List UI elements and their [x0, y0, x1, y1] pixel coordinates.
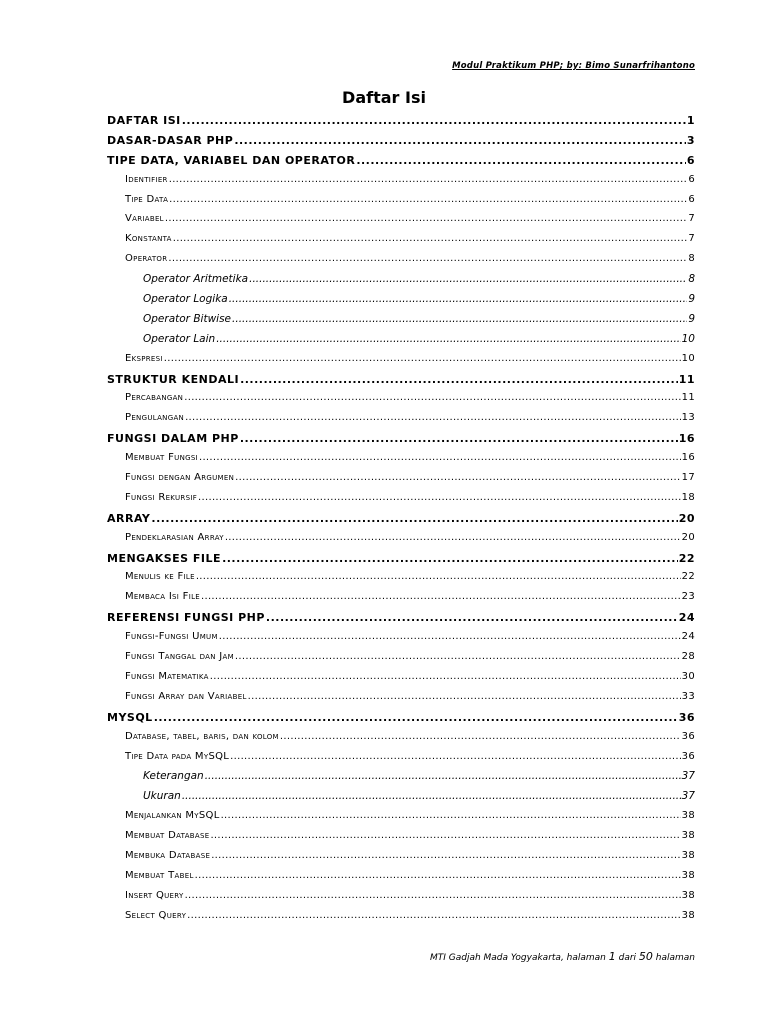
toc-entry[interactable] — [107, 472, 695, 492]
toc-entry-page: 6 — [686, 153, 695, 167]
toc-entry-page: 22 — [678, 551, 695, 565]
toc-entry[interactable] — [107, 790, 695, 810]
toc-leader-dots — [234, 134, 686, 147]
toc-leader-dots — [210, 671, 681, 682]
toc-leader-dots — [222, 552, 678, 565]
toc-entry-page: 37 — [681, 790, 695, 803]
toc-leader-dots — [210, 830, 680, 841]
toc-entry-label: ARRAY — [107, 511, 151, 525]
toc-entry-label: Membuka Database — [125, 849, 211, 861]
toc-leader-dots — [221, 810, 681, 821]
toc-entry-label: Fungsi Tanggal dan Jam — [125, 651, 234, 663]
toc-entry-page: 9 — [688, 293, 695, 306]
toc-leader-dots — [230, 751, 681, 762]
toc-leader-dots — [201, 591, 681, 602]
toc-entry-page: 38 — [681, 889, 695, 901]
footer-middle: dari — [615, 953, 639, 963]
toc-entry[interactable] — [107, 532, 695, 552]
toc-entry-label: Menulis ke File — [125, 571, 195, 583]
toc-entry-page: 8 — [688, 273, 695, 286]
toc-entry-page: 28 — [681, 651, 695, 663]
toc-leader-dots — [173, 233, 688, 244]
toc-leader-dots — [164, 353, 681, 364]
toc-entry-label: Operator Bitwise — [143, 312, 232, 325]
toc-entry[interactable] — [107, 571, 695, 591]
toc-entry-page: 23 — [681, 591, 695, 603]
toc-entry-label: Membuat Tabel — [125, 869, 194, 881]
toc-entry-label: Menjalankan MySQL — [125, 810, 220, 822]
page-footer — [107, 950, 695, 963]
toc-entry[interactable] — [107, 313, 695, 333]
toc-entry[interactable] — [107, 591, 695, 611]
toc-entry-page: 7 — [688, 213, 695, 225]
toc-entry[interactable] — [107, 671, 695, 691]
toc-leader-dots — [211, 850, 680, 861]
toc-entry-page: 6 — [688, 193, 695, 205]
table-of-contents — [107, 114, 695, 930]
toc-leader-dots — [199, 452, 681, 463]
toc-entry-label: REFERENSI FUNGSI PHP — [107, 611, 265, 625]
toc-entry[interactable] — [107, 412, 695, 432]
toc-entry-label: Operator — [125, 253, 168, 265]
toc-entry[interactable] — [107, 631, 695, 651]
toc-entry-label: Fungsi dengan Argumen — [125, 472, 235, 484]
toc-entry-label: Select Query — [125, 909, 187, 921]
toc-leader-dots — [229, 293, 688, 305]
toc-entry[interactable] — [107, 353, 695, 373]
toc-entry[interactable] — [107, 293, 695, 313]
footer-suffix: halaman — [652, 953, 695, 963]
toc-entry-page: 36 — [678, 710, 695, 724]
toc-entry[interactable] — [107, 273, 695, 293]
toc-leader-dots — [184, 392, 680, 403]
toc-entry-page: 24 — [681, 631, 695, 643]
toc-leader-dots — [235, 651, 681, 662]
toc-entry[interactable] — [107, 333, 695, 353]
toc-entry-label: Database, tabel, baris, dan kolom — [125, 730, 279, 742]
toc-entry-page: 33 — [681, 690, 695, 702]
toc-entry[interactable] — [107, 552, 695, 572]
toc-entry[interactable] — [107, 492, 695, 512]
toc-entry-label: Ukuran — [143, 790, 181, 803]
toc-entry-page: 16 — [681, 452, 695, 464]
toc-entry-page: 36 — [681, 750, 695, 762]
toc-leader-dots — [216, 333, 680, 345]
toc-entry-page: 38 — [681, 810, 695, 822]
toc-entry[interactable] — [107, 810, 695, 830]
toc-entry-label: FUNGSI DALAM PHP — [107, 432, 239, 446]
toc-entry[interactable] — [107, 392, 695, 412]
toc-entry-page: 1 — [686, 114, 695, 127]
toc-leader-dots — [356, 154, 686, 167]
toc-entry[interactable] — [107, 174, 695, 194]
toc-entry-label: DASAR-DASAR PHP — [107, 133, 234, 147]
toc-leader-dots — [240, 432, 678, 445]
toc-entry[interactable] — [107, 452, 695, 472]
toc-entry-label: Tipe Data pada MySQL — [125, 750, 230, 762]
toc-leader-dots — [219, 631, 681, 642]
toc-entry-label: DAFTAR ISI — [107, 114, 181, 127]
toc-entry-page: 3 — [686, 133, 695, 147]
toc-entry-page: 13 — [681, 412, 695, 424]
footer-current-page: 1 — [608, 950, 616, 963]
toc-leader-dots — [196, 571, 681, 582]
toc-entry[interactable] — [107, 373, 695, 393]
toc-entry-label: Pengulangan — [125, 412, 185, 424]
page-title: Daftar Isi — [342, 88, 426, 107]
toc-leader-dots — [198, 492, 681, 503]
toc-leader-dots — [165, 213, 687, 224]
toc-entry-page: 36 — [681, 730, 695, 742]
toc-entry-label: Fungsi Array dan Variabel — [125, 690, 247, 702]
toc-entry[interactable] — [107, 114, 695, 134]
toc-entry-label: STRUKTUR KENDALI — [107, 372, 240, 386]
toc-entry[interactable] — [107, 253, 695, 273]
toc-entry-label: Membuat Fungsi — [125, 452, 198, 464]
toc-entry-page: 38 — [681, 909, 695, 921]
toc-entry-page: 16 — [678, 432, 695, 446]
toc-entry-page: 11 — [678, 372, 695, 386]
toc-entry-page: 7 — [688, 233, 695, 245]
toc-entry[interactable] — [107, 691, 695, 711]
toc-entry-label: Keterangan — [143, 770, 204, 783]
toc-entry-page: 17 — [681, 472, 695, 484]
toc-entry[interactable] — [107, 154, 695, 174]
header-text: Modul Praktikum PHP; by: Bimo Sunarfrihantono — [452, 61, 695, 71]
toc-entry-label: Insert Query — [125, 889, 184, 901]
toc-entry-page: 20 — [678, 511, 695, 525]
toc-leader-dots — [240, 373, 678, 386]
toc-entry-label: Membuat Database — [125, 830, 210, 842]
toc-entry-label: Operator Aritmetika — [143, 273, 249, 286]
toc-leader-dots — [182, 114, 686, 127]
toc-entry[interactable] — [107, 830, 695, 850]
toc-entry[interactable] — [107, 711, 695, 731]
toc-entry-label: MYSQL — [107, 710, 153, 724]
toc-entry-label: Variabel — [125, 213, 164, 225]
toc-entry[interactable] — [107, 134, 695, 154]
toc-entry-label: Operator Logika — [143, 293, 228, 306]
toc-entry[interactable] — [107, 890, 695, 910]
toc-entry-label: Fungsi Rekursif — [125, 491, 198, 503]
toc-entry[interactable] — [107, 770, 695, 790]
toc-leader-dots — [151, 512, 677, 525]
toc-leader-dots — [168, 253, 687, 264]
toc-entry[interactable] — [107, 213, 695, 233]
toc-entry-page: 38 — [681, 869, 695, 881]
toc-leader-dots — [232, 313, 687, 325]
toc-entry-page: 10 — [681, 332, 695, 345]
toc-leader-dots — [249, 273, 687, 285]
toc-leader-dots — [169, 174, 688, 185]
toc-entry-page: 37 — [681, 770, 695, 783]
toc-leader-dots — [154, 711, 678, 724]
toc-entry-label: Pendeklarasian Array — [125, 531, 224, 543]
toc-entry-label: Fungsi-Fungsi Umum — [125, 631, 218, 643]
toc-entry-label: Tipe Data — [125, 193, 169, 205]
toc-entry[interactable] — [107, 731, 695, 751]
toc-leader-dots — [185, 890, 681, 901]
footer-prefix: MTI Gadjah Mada Yogyakarta, halaman — [429, 953, 609, 963]
toc-leader-dots — [235, 472, 681, 483]
toc-entry-label: Membaca Isi File — [125, 591, 200, 603]
toc-entry[interactable] — [107, 432, 695, 452]
toc-leader-dots — [195, 870, 681, 881]
toc-entry[interactable] — [107, 751, 695, 771]
toc-entry[interactable] — [107, 512, 695, 532]
toc-entry[interactable] — [107, 850, 695, 870]
toc-entry-page: 6 — [688, 173, 695, 185]
toc-entry-page: 38 — [681, 849, 695, 861]
toc-leader-dots — [185, 412, 681, 423]
toc-entry-page: 22 — [681, 571, 695, 583]
toc-leader-dots — [266, 611, 678, 624]
toc-leader-dots — [182, 790, 681, 802]
toc-entry[interactable] — [107, 651, 695, 671]
toc-entry[interactable] — [107, 910, 695, 930]
toc-leader-dots — [187, 910, 681, 921]
toc-entry-page: 9 — [688, 312, 695, 325]
toc-entry-label: Identifier — [125, 173, 168, 185]
toc-entry-label: Konstanta — [125, 233, 172, 245]
toc-entry-page: 11 — [681, 392, 695, 404]
toc-entry-page: 30 — [681, 670, 695, 682]
toc-leader-dots — [169, 194, 687, 205]
toc-entry[interactable] — [107, 870, 695, 890]
toc-entry[interactable] — [107, 233, 695, 253]
toc-entry[interactable] — [107, 194, 695, 214]
footer-total-pages: 50 — [638, 950, 653, 963]
toc-entry-label: MENGAKSES FILE — [107, 551, 222, 565]
toc-entry[interactable] — [107, 611, 695, 631]
toc-entry-label: TIPE DATA, VARIABEL DAN OPERATOR — [107, 153, 356, 167]
toc-entry-label: Operator Lain — [143, 332, 216, 345]
toc-entry-page: 10 — [681, 352, 695, 364]
toc-entry-label: Percabangan — [125, 392, 184, 404]
toc-entry-page: 20 — [681, 531, 695, 543]
toc-entry-label: Fungsi Matematika — [125, 670, 209, 682]
toc-entry-page: 38 — [681, 830, 695, 842]
toc-leader-dots — [205, 770, 681, 782]
toc-leader-dots — [225, 532, 681, 543]
toc-entry-page: 24 — [678, 611, 695, 625]
toc-entry-page: 18 — [681, 491, 695, 503]
running-header — [107, 61, 695, 75]
toc-entry-label: Ekspresi — [125, 352, 163, 364]
toc-leader-dots — [280, 731, 681, 742]
toc-leader-dots — [248, 691, 681, 702]
toc-entry-page: 8 — [688, 253, 695, 265]
